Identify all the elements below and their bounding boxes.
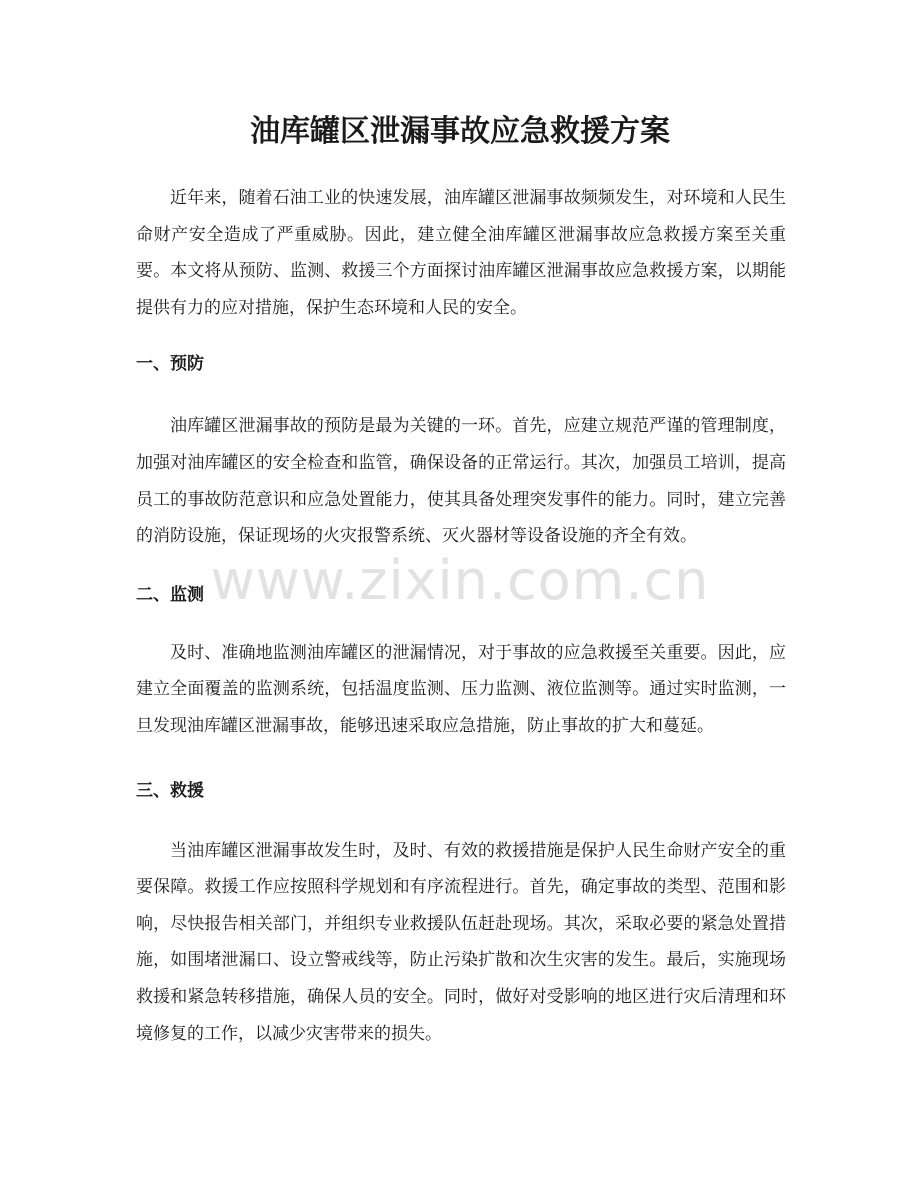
section-heading-prevention: 一、预防: [136, 354, 204, 375]
section-body-monitoring: 及时、准确地监测油库罐区的泄漏情况，对于事故的应急救援至关重要。因此，应建立全面覆盖的监测系统，包括温度监测、压力监测、液位监测等。通过实时监测，一旦发现油库罐区泄漏事故，能够迅速采取应急措施，防止事故的扩大和蔓延。: [136, 642, 786, 736]
watermark: www.zixin.com.cn: [210, 549, 710, 612]
document-body: [136, 180, 786, 1052]
section-body-rescue: 当油库罐区泄漏事故发生时，及时、有效的救援措施是保护人民生命财产安全的重要保障。救援工作应按照科学规划和有序流程进行。首先，确定事故的类型、范围和影响，尽快报告相关部门，并组织专业救援队伍赶赴现场。其次，采取必要的紧急处置措施，如围堵泄漏口、设立警戒线等，防止污染扩散和次生灾害的发生。最后，实施现场救援和紧急转移措施，确保人员的安全。同时，做好对受影响的地区进行灾后清理和环境修复的工作，以减少灾害带来的损失。: [136, 840, 786, 1044]
section-body-prevention: 油库罐区泄漏事故的预防是最为关键的一环。首先，应建立规范严谨的管理制度，加强对油库罐区的安全检查和监管，确保设备的正常运行。其次，加强员工培训，提高员工的事故防范意识和应急处置能力，使其具备处理突发事件的能力。同时，建立完善的消防设施，保证现场的火灾报警系统、灭火器材等设备设施的齐全有效。: [136, 416, 786, 547]
intro-paragraph: 近年来，随着石油工业的快速发展，油库罐区泄漏事故频频发生，对环境和人民生命财产安全造成了严重威胁。因此，建立健全油库罐区泄漏事故应急救援方案至关重要。本文将从预防、监测、救援三个方面探讨油库罐区泄漏事故应急救援方案，以期能提供有力的应对措施，保护生态环境和人民的安全。: [136, 188, 786, 318]
section-heading-monitoring: 二、监测: [136, 584, 204, 605]
section-heading-rescue: 三、救援: [136, 780, 204, 801]
document-title: 油库罐区泄漏事故应急救援方案: [250, 114, 670, 149]
